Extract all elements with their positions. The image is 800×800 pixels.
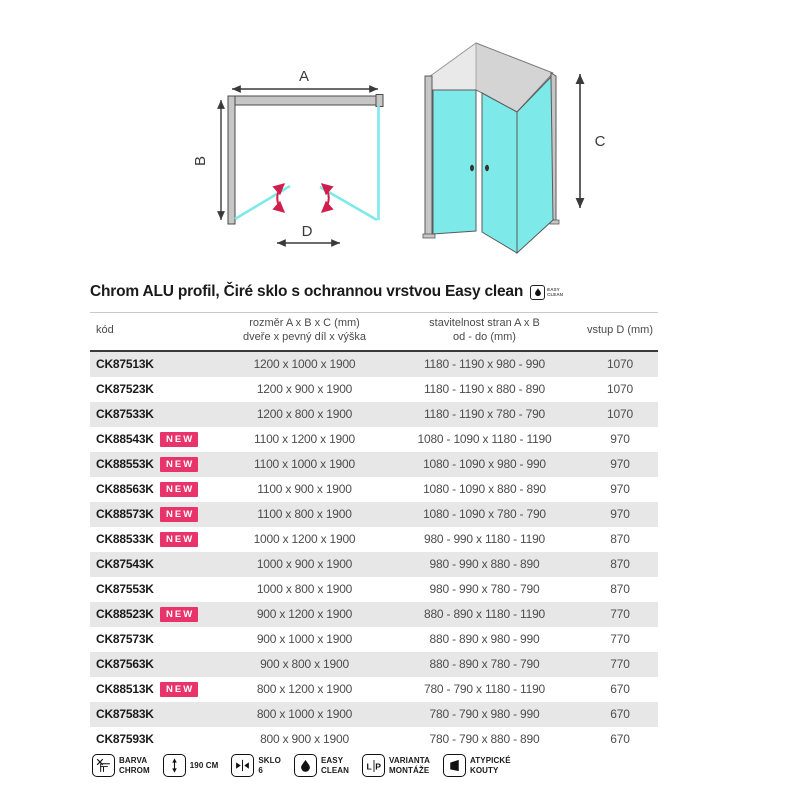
badge-cell <box>160 532 222 547</box>
easy-clean-badge <box>530 285 563 300</box>
left-profile-bar <box>228 96 235 224</box>
adjustability-value: 780 - 790 x 1180 - 1190 <box>423 682 546 696</box>
svg-text:P: P <box>374 760 381 771</box>
legend-item-sklo6 <box>231 754 281 777</box>
product-code: CK87573K <box>96 632 154 646</box>
legend-item-190cm <box>163 754 219 777</box>
entry-width-value: 870 <box>610 582 630 596</box>
legend-item-atypicke-kouty <box>443 754 511 777</box>
dimension-value: 800 x 1200 x 1900 <box>256 682 353 696</box>
product-code: CK87583K <box>96 707 154 721</box>
badge-cell <box>160 682 222 697</box>
entry-width-value: 670 <box>610 732 630 746</box>
adjustability-value: 880 - 890 x 780 - 790 <box>429 657 540 671</box>
door-handle-left <box>470 165 474 171</box>
entry-width-value: 970 <box>610 482 630 496</box>
top-frame-highlight <box>429 43 476 90</box>
glass-thickness-icon <box>231 754 254 777</box>
easy-clean-badge-text: EASY CLEAN <box>547 286 563 297</box>
new-badge: NEW <box>160 682 198 697</box>
front-door-panel <box>433 90 476 234</box>
new-badge: NEW <box>160 432 198 447</box>
table-row <box>90 477 658 502</box>
entry-width-value: 1070 <box>607 407 633 421</box>
top-profile-bar <box>228 96 378 105</box>
product-code: CK88533K <box>96 532 154 546</box>
adjustability-value: 1080 - 1090 x 980 - 990 <box>423 457 546 471</box>
table-row <box>90 402 658 427</box>
new-badge: NEW <box>160 482 198 497</box>
adjustability-value: 1180 - 1190 x 980 - 990 <box>423 357 546 371</box>
folding-door-panel <box>482 93 517 253</box>
product-code: CK88513K <box>96 682 154 696</box>
legend-item-barva-chrom <box>92 754 150 777</box>
product-code: CK87543K <box>96 557 154 571</box>
table-row <box>90 577 658 602</box>
table-row <box>90 527 658 552</box>
table-row <box>90 352 658 377</box>
badge-cell <box>160 482 222 497</box>
left-door-line <box>235 186 290 219</box>
product-code: CK87533K <box>96 407 154 421</box>
chrome-profile-icon <box>92 754 115 777</box>
entry-width-value: 770 <box>610 657 630 671</box>
new-badge: NEW <box>160 532 198 547</box>
table-header <box>90 313 658 352</box>
badge-cell <box>160 507 222 522</box>
dimension-value: 1000 x 900 x 1900 <box>256 557 353 571</box>
legend-label: 190 CM <box>189 760 219 770</box>
new-badge: NEW <box>160 607 198 622</box>
table-row <box>90 427 658 452</box>
dim-label-c: C <box>594 133 606 150</box>
legend-label: SKLO 6 <box>258 755 281 775</box>
product-code: CK88573K <box>96 507 154 521</box>
dimension-value: 1200 x 1000 x 1900 <box>253 357 356 371</box>
table-row <box>90 552 658 577</box>
dimension-value: 800 x 900 x 1900 <box>260 732 349 746</box>
new-badge: NEW <box>160 457 198 472</box>
dimension-value: 1000 x 800 x 1900 <box>256 582 353 596</box>
product-code: CK87593K <box>96 732 154 746</box>
entry-width-value: 770 <box>610 632 630 646</box>
legend-label: BARVA CHROM <box>119 755 150 775</box>
badge-cell <box>160 432 222 447</box>
adjustability-value: 980 - 990 x 780 - 790 <box>429 582 540 596</box>
entry-width-value: 970 <box>610 457 630 471</box>
table-row <box>90 377 658 402</box>
adjustability-value: 1180 - 1190 x 780 - 790 <box>423 407 546 421</box>
adjustability-value: 780 - 790 x 980 - 990 <box>429 707 540 721</box>
dimension-value: 800 x 1000 x 1900 <box>256 707 353 721</box>
entry-width-value: 670 <box>610 707 630 721</box>
svg-text:L: L <box>366 760 372 771</box>
left-wall-post <box>425 76 432 236</box>
table-row <box>90 627 658 652</box>
entry-width-value: 770 <box>610 607 630 621</box>
title-row <box>90 283 690 301</box>
adjustability-value: 1180 - 1190 x 880 - 890 <box>423 382 546 396</box>
header-entry: vstup D (mm) <box>587 323 653 336</box>
table-row <box>90 702 658 727</box>
dim-label-a: A <box>298 68 310 85</box>
table-row <box>90 677 658 702</box>
spec-table <box>90 312 658 752</box>
page-title: Chrom ALU profil, Čiré sklo s ochrannou vrstvou Easy clean <box>90 283 524 300</box>
lp-variant-icon <box>362 754 385 777</box>
atypical-corner-icon <box>443 754 466 777</box>
entry-width-value: 1070 <box>607 357 633 371</box>
height-arrow-icon <box>163 754 186 777</box>
dimension-value: 1100 x 800 x 1900 <box>257 507 352 521</box>
dim-label-b: B <box>192 155 209 167</box>
product-code: CK87523K <box>96 382 154 396</box>
product-code: CK88543K <box>96 432 154 446</box>
table-body <box>90 352 658 752</box>
product-code: CK87553K <box>96 582 154 596</box>
legend <box>92 754 511 777</box>
dimension-value: 1100 x 1000 x 1900 <box>254 457 355 471</box>
dimension-value: 1200 x 900 x 1900 <box>256 382 353 396</box>
product-code: CK88523K <box>96 607 154 621</box>
entry-width-value: 1070 <box>607 382 633 396</box>
dimension-value: 1000 x 1200 x 1900 <box>253 532 356 546</box>
perspective-diagram <box>410 30 630 270</box>
table-row <box>90 727 658 752</box>
table-row <box>90 502 658 527</box>
right-profile-cap <box>376 95 383 107</box>
adjustability-value: 1080 - 1090 x 1180 - 1190 <box>417 432 552 446</box>
entry-width-value: 870 <box>610 557 630 571</box>
table-row <box>90 452 658 477</box>
header-range: stavitelnost stran A x B od - do (mm) <box>429 317 540 343</box>
top-view-diagram <box>180 40 440 270</box>
easy-clean-drop-icon <box>530 285 545 300</box>
entry-width-value: 970 <box>610 507 630 521</box>
adjustability-value: 880 - 890 x 1180 - 1190 <box>423 607 546 621</box>
new-badge: NEW <box>160 507 198 522</box>
entry-width-value: 870 <box>610 532 630 546</box>
table-row <box>90 602 658 627</box>
legend-item-easy-clean <box>294 754 349 777</box>
dimension-value: 1200 x 800 x 1900 <box>256 407 353 421</box>
legend-item-varianta-montaze <box>362 754 430 777</box>
legend-label: ATYPICKÉ KOUTY <box>469 755 511 775</box>
badge-cell <box>160 457 222 472</box>
adjustability-value: 1080 - 1090 x 880 - 890 <box>423 482 546 496</box>
entry-width-value: 670 <box>610 682 630 696</box>
dim-label-d: D <box>301 223 313 240</box>
dimension-value: 1100 x 900 x 1900 <box>257 482 352 496</box>
door-handle-right <box>485 165 489 171</box>
product-code: CK88553K <box>96 457 154 471</box>
door-swing-arrow-left <box>277 184 284 212</box>
product-code: CK87563K <box>96 657 154 671</box>
header-code: kód <box>96 323 114 336</box>
easy-clean-drop-icon <box>294 754 317 777</box>
dimension-value: 900 x 800 x 1900 <box>260 657 349 671</box>
legend-label: EASY CLEAN <box>320 755 350 775</box>
adjustability-value: 1080 - 1090 x 780 - 790 <box>423 507 546 521</box>
dimension-value: 900 x 1200 x 1900 <box>256 607 353 621</box>
left-post-foot <box>423 234 435 238</box>
adjustability-value: 980 - 990 x 880 - 890 <box>429 557 540 571</box>
dimension-value: 900 x 1000 x 1900 <box>256 632 353 646</box>
header-size: rozměr A x B x C (mm) dveře x pevný díl x výška <box>243 317 366 343</box>
dimension-value: 1100 x 1200 x 1900 <box>254 432 355 446</box>
legend-label: VARIANTA MONTÁŽE <box>389 755 430 775</box>
entry-width-value: 970 <box>610 432 630 446</box>
adjustability-value: 880 - 890 x 980 - 990 <box>429 632 540 646</box>
product-code: CK87513K <box>96 357 154 371</box>
product-code: CK88563K <box>96 482 154 496</box>
adjustability-value: 980 - 990 x 1180 - 1190 <box>423 532 546 546</box>
table-row <box>90 652 658 677</box>
adjustability-value: 780 - 790 x 880 - 890 <box>429 732 540 746</box>
badge-cell <box>160 607 222 622</box>
